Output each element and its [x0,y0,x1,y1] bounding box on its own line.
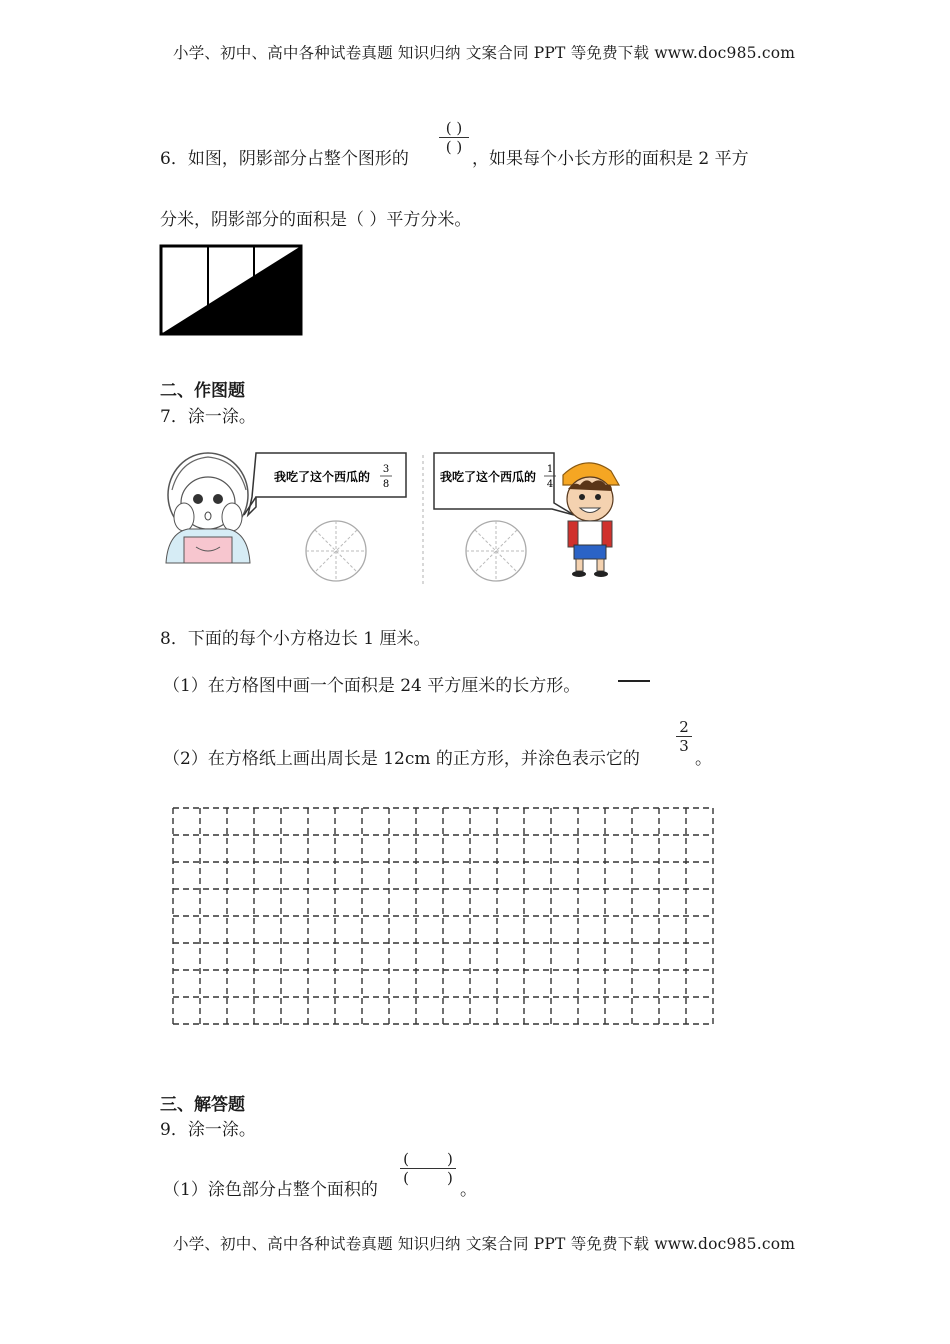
q9-fraction-numerator: ( ) [403,1150,453,1168]
q8-sub1: （1）在方格图中画一个面积是 24 平方厘米的长方形。 [163,676,581,696]
boy-left-shoe [572,571,586,577]
q6-fraction-numerator: ( ) [445,119,463,137]
q7-text: 7．涂一涂。 [160,407,256,427]
girl-left-eye [193,494,203,504]
q9-fraction-denominator: ( ) [403,1169,453,1187]
watermelon-circle-quarters [466,521,526,581]
girl-bubble-text: 我吃了这个西瓜的 [274,470,371,484]
girl-right-eye [213,494,223,504]
q8-fraction-denominator: 3 [679,737,689,755]
q6-text-part2: ，如果每个小长方形的面积是 2 平方 [472,149,749,169]
q8-dashed-grid[interactable] [170,805,716,1029]
boy-shorts [574,545,606,559]
boy-bubble-frac-num: 1 [546,464,554,475]
girl-bubble-frac-den: 8 [382,479,390,490]
q8-text: 8．下面的每个小方格边长 1 厘米。 [160,629,431,649]
girl-bubble-frac-num: 3 [382,464,390,475]
q6-fraction-blank [439,119,469,156]
q8-sub1-dash-mark [618,680,650,682]
q8-fraction-numerator: 2 [679,718,689,736]
page-header: 小学、初中、高中各种试卷真题 知识归纳 文案合同 PPT 等免费下载 www.doc985.com [173,44,796,62]
girl-overalls [184,537,232,563]
section-2-title: 二、作图题 [160,381,245,401]
girl-left-hand [174,503,194,531]
boy-right-eye [595,494,601,500]
boy-right-leg [597,559,604,571]
girl-right-hand [222,503,242,531]
watermelon-circle-eighths [306,521,366,581]
girl-speech-bubble [244,453,406,515]
circle-eighths-dividers [306,521,366,581]
boy-bubble-frac-den: 4 [546,479,554,490]
boy-left-eye [579,494,585,500]
q6-shaded-rectangle-figure [158,242,304,338]
girl-illustration [166,453,250,563]
q6-fraction-denominator: ( ) [445,138,463,156]
q6-text-part1: 6．如图，阴影部分占整个图形的 [160,149,409,169]
q8-sub2-end: 。 [695,749,712,769]
boy-left-leg [576,559,583,571]
circle-quarters-dividers [466,521,526,581]
q8-sub2: （2）在方格纸上画出周长是 12cm 的正方形，并涂色表示它的 [163,749,640,769]
q9-text: 9．涂一涂。 [160,1120,256,1140]
boy-bubble-text: 我吃了这个西瓜的 [440,470,537,484]
section-3-title: 三、解答题 [160,1095,245,1115]
q7-illustration [158,445,628,590]
q6-text-line2: 分米，阴影部分的面积是（ ）平方分米。 [160,210,472,230]
boy-speech-bubble [434,453,574,515]
boy-vest-left [568,521,578,547]
boy-right-shoe [594,571,608,577]
page-footer: 小学、初中、高中各种试卷真题 知识归纳 文案合同 PPT 等免费下载 www.doc985.com [173,1235,796,1253]
q8-fraction-two-thirds [676,718,692,755]
q9-sub1: （1）涂色部分占整个面积的 [163,1180,378,1200]
boy-illustration [563,463,619,577]
q9-fraction-blank [400,1150,456,1187]
q9-sub1-end: 。 [460,1180,477,1200]
boy-vest-right [602,521,612,547]
